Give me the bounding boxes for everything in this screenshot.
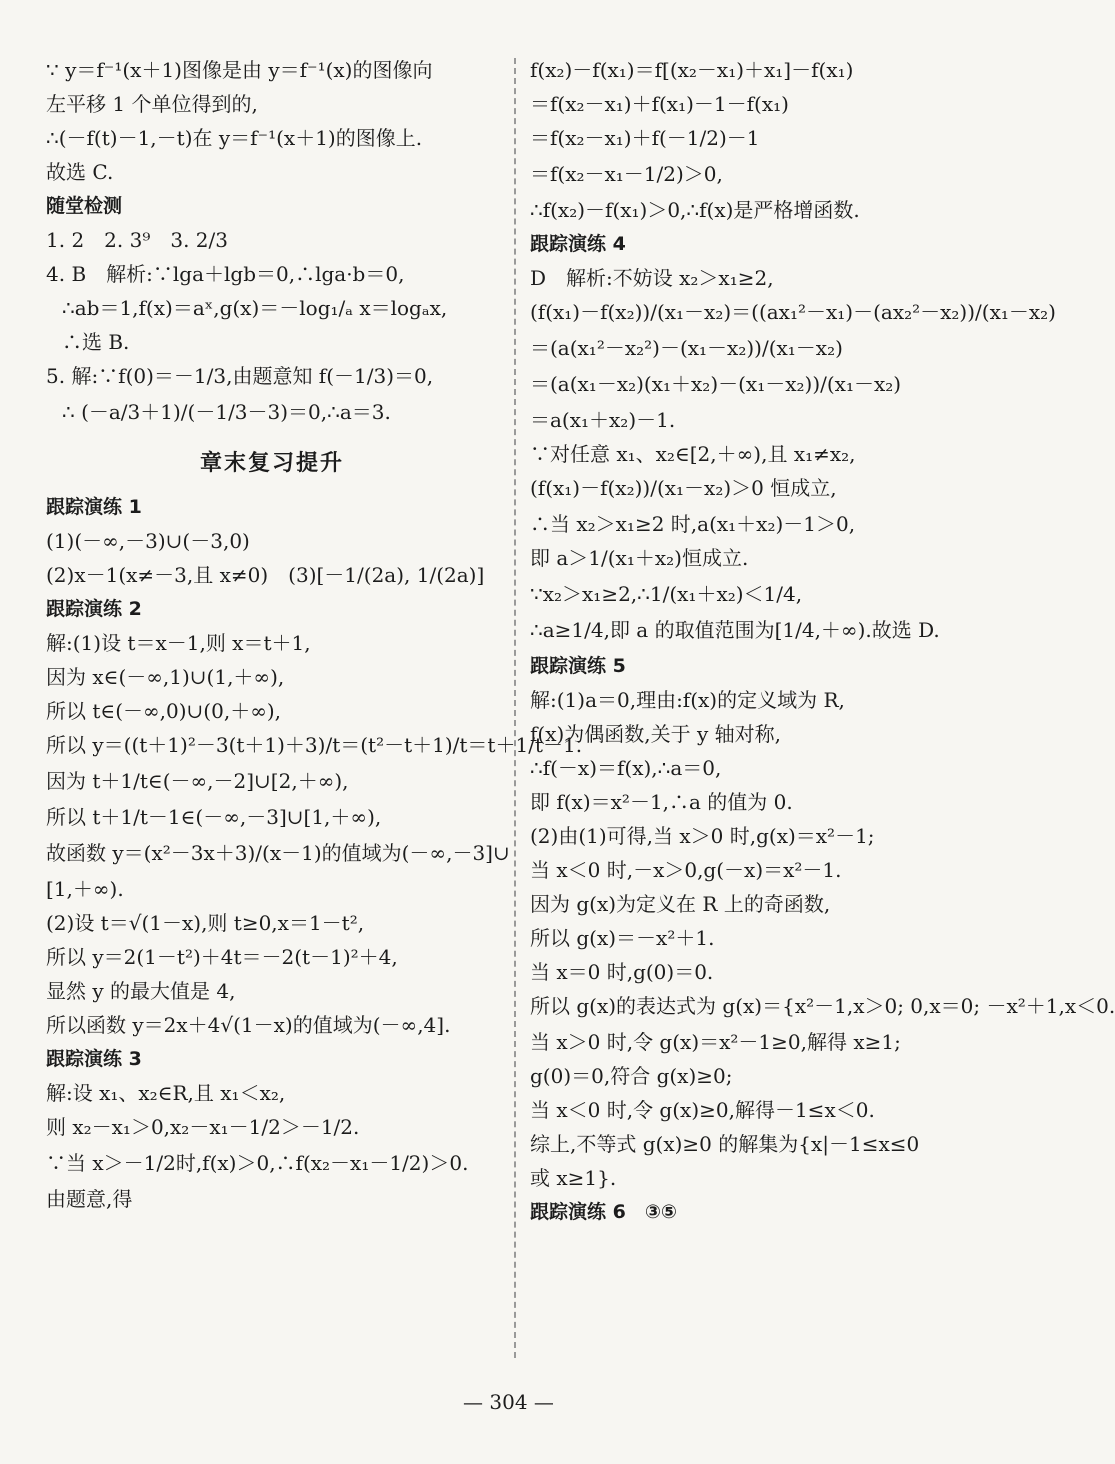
text-line: 当 x＝0 时,g(0)＝0. — [530, 960, 714, 984]
section-heading: 跟踪演练 1 — [46, 496, 142, 518]
text-line: [1,＋∞). — [46, 877, 124, 901]
text-line: 当 x＜0 时,－x＞0,g(－x)＝x²－1. — [530, 858, 842, 882]
text-line: D 解析:不妨设 x₂＞x₁≥2, — [530, 266, 774, 290]
text-line: (2)由(1)可得,当 x＞0 时,g(x)＝x²－1; — [530, 824, 875, 848]
text-line: f(x)为偶函数,关于 y 轴对称, — [530, 722, 782, 746]
text-line: 1. 2 2. 3⁹ 3. 2/3 — [46, 228, 228, 252]
text-line: 由题意,得 — [46, 1187, 133, 1211]
text-line: ＝(a(x₁²－x₂²)－(x₁－x₂))/(x₁－x₂) — [530, 336, 843, 360]
text-line: 所以 y＝((t＋1)²－3(t＋1)＋3)/t＝(t²－t＋1)/t＝t＋1/t－1. — [46, 733, 583, 757]
text-line: 左平移 1 个单位得到的, — [46, 92, 258, 116]
text-line: ∴ (－a/3＋1)/(－1/3－3)＝0,∴a＝3. — [62, 400, 391, 424]
text-line: (2)设 t＝√(1－x),则 t≥0,x＝1－t², — [46, 911, 365, 935]
section-heading: 跟踪演练 2 — [46, 598, 142, 620]
text-line: ∴(－f(t)－1,－t)在 y＝f⁻¹(x＋1)的图像上. — [46, 126, 423, 150]
text-line: 显然 y 的最大值是 4, — [46, 979, 236, 1003]
text-line: ＝f(x₂－x₁)＋f(－1/2)－1 — [530, 126, 760, 150]
text-line: ∴当 x₂＞x₁≥2 时,a(x₁＋x₂)－1＞0, — [530, 512, 856, 536]
section-heading: 跟踪演练 6 ③⑤ — [530, 1201, 678, 1223]
section-heading: 跟踪演练 3 — [46, 1048, 142, 1070]
text-line: ∴a≥1/4,即 a 的取值范围为[1/4,＋∞).故选 D. — [530, 618, 940, 642]
text-line: 所以 y＝2(1－t²)＋4t＝－2(t－1)²＋4, — [46, 945, 398, 969]
text-line: 所以 t＋1/t－1∈(－∞,－3]∪[1,＋∞), — [46, 805, 382, 829]
text-line: 解:(1)a＝0,理由:f(x)的定义域为 R, — [530, 688, 845, 712]
text-line: 当 x＞0 时,令 g(x)＝x²－1≥0,解得 x≥1; — [530, 1030, 901, 1054]
page-number: — 304 — — [463, 1390, 554, 1414]
text-line: ∵ y＝f⁻¹(x＋1)图像是由 y＝f⁻¹(x)的图像向 — [46, 58, 433, 82]
chapter-title: 章末复习提升 — [199, 451, 344, 476]
text-line: ∵x₂＞x₁≥2,∴1/(x₁＋x₂)＜1/4, — [530, 582, 803, 606]
text-line: 即 f(x)＝x²－1,∴a 的值为 0. — [530, 790, 793, 814]
text-line: ＝f(x₂－x₁)＋f(x₁)－1－f(x₁) — [530, 92, 789, 116]
text-line: 故函数 y＝(x²－3x＋3)/(x－1)的值域为(－∞,－3]∪ — [46, 841, 510, 865]
text-line: 解:(1)设 t＝x－1,则 x＝t＋1, — [46, 631, 311, 655]
text-line: ＝a(x₁＋x₂)－1. — [530, 408, 676, 432]
section-heading: 随堂检测 — [46, 195, 123, 217]
text-line: 5. 解:∵f(0)＝－1/3,由题意知 f(－1/3)＝0, — [46, 364, 434, 388]
section-heading: 跟踪演练 4 — [530, 233, 626, 255]
text-line: 4. B 解析:∵lga＋lgb＝0,∴lga·b＝0, — [46, 262, 405, 286]
text-line: 因为 t＋1/t∈(－∞,－2]∪[2,＋∞), — [46, 769, 349, 793]
section-heading: 跟踪演练 5 — [530, 655, 626, 677]
text-line: ＝f(x₂－x₁－1/2)＞0, — [530, 162, 723, 186]
text-line: (f(x₁)－f(x₂))/(x₁－x₂)＞0 恒成立, — [530, 476, 837, 500]
text-line: 当 x＜0 时,令 g(x)≥0,解得－1≤x＜0. — [530, 1098, 875, 1122]
text-line: 或 x≥1}. — [530, 1166, 617, 1190]
text-line: 综上,不等式 g(x)≥0 的解集为{x|－1≤x≤0 — [530, 1132, 920, 1156]
text-line: ∴ab＝1,f(x)＝aˣ,g(x)＝－log₁/ₐ x＝logₐx, — [62, 296, 448, 320]
text-line: f(x₂)－f(x₁)＝f[(x₂－x₁)＋x₁]－f(x₁) — [530, 58, 854, 82]
text-line: 则 x₂－x₁＞0,x₂－x₁－1/2＞－1/2. — [46, 1115, 360, 1139]
column-divider — [514, 58, 516, 1358]
text-line: (1)(－∞,－3)∪(－3,0) — [46, 529, 250, 553]
text-line: 所以 g(x)的表达式为 g(x)＝{x²－1,x＞0; 0,x＝0; －x²＋1,x＜0. — [530, 994, 1115, 1018]
text-line: ∴f(x₂)－f(x₁)＞0,∴f(x)是严格增函数. — [530, 198, 860, 222]
text-line: g(0)＝0,符合 g(x)≥0; — [530, 1064, 733, 1088]
text-line: 解:设 x₁、x₂∈R,且 x₁＜x₂, — [46, 1081, 286, 1105]
text-line: ∵对任意 x₁、x₂∈[2,＋∞),且 x₁≠x₂, — [530, 442, 856, 466]
text-line: ∴f(－x)＝f(x),∴a＝0, — [530, 756, 722, 780]
text-line: 即 a＞1/(x₁＋x₂)恒成立. — [530, 546, 749, 570]
text-line: 因为 g(x)为定义在 R 上的奇函数, — [530, 892, 831, 916]
text-line: (2)x－1(x≠－3,且 x≠0) (3)[－1/(2a), 1/(2a)] — [46, 563, 485, 587]
text-line: (f(x₁)－f(x₂))/(x₁－x₂)＝((ax₁²－x₁)－(ax₂²－x₂))/(x₁－x₂) — [530, 300, 1056, 324]
text-line: ＝(a(x₁－x₂)(x₁＋x₂)－(x₁－x₂))/(x₁－x₂) — [530, 372, 902, 396]
text-line: 所以 t∈(－∞,0)∪(0,＋∞), — [46, 699, 282, 723]
text-line: 所以函数 y＝2x＋4√(1－x)的值域为(－∞,4]. — [46, 1013, 451, 1037]
text-line: 故选 C. — [46, 160, 114, 184]
text-line: ∴选 B. — [62, 330, 130, 354]
text-line: 所以 g(x)＝－x²＋1. — [530, 926, 715, 950]
text-line: ∵当 x＞－1/2时,f(x)＞0,∴f(x₂－x₁－1/2)＞0. — [46, 1151, 469, 1175]
right-column — [530, 58, 1115, 1234]
text-line: 因为 x∈(－∞,1)∪(1,＋∞), — [46, 665, 285, 689]
